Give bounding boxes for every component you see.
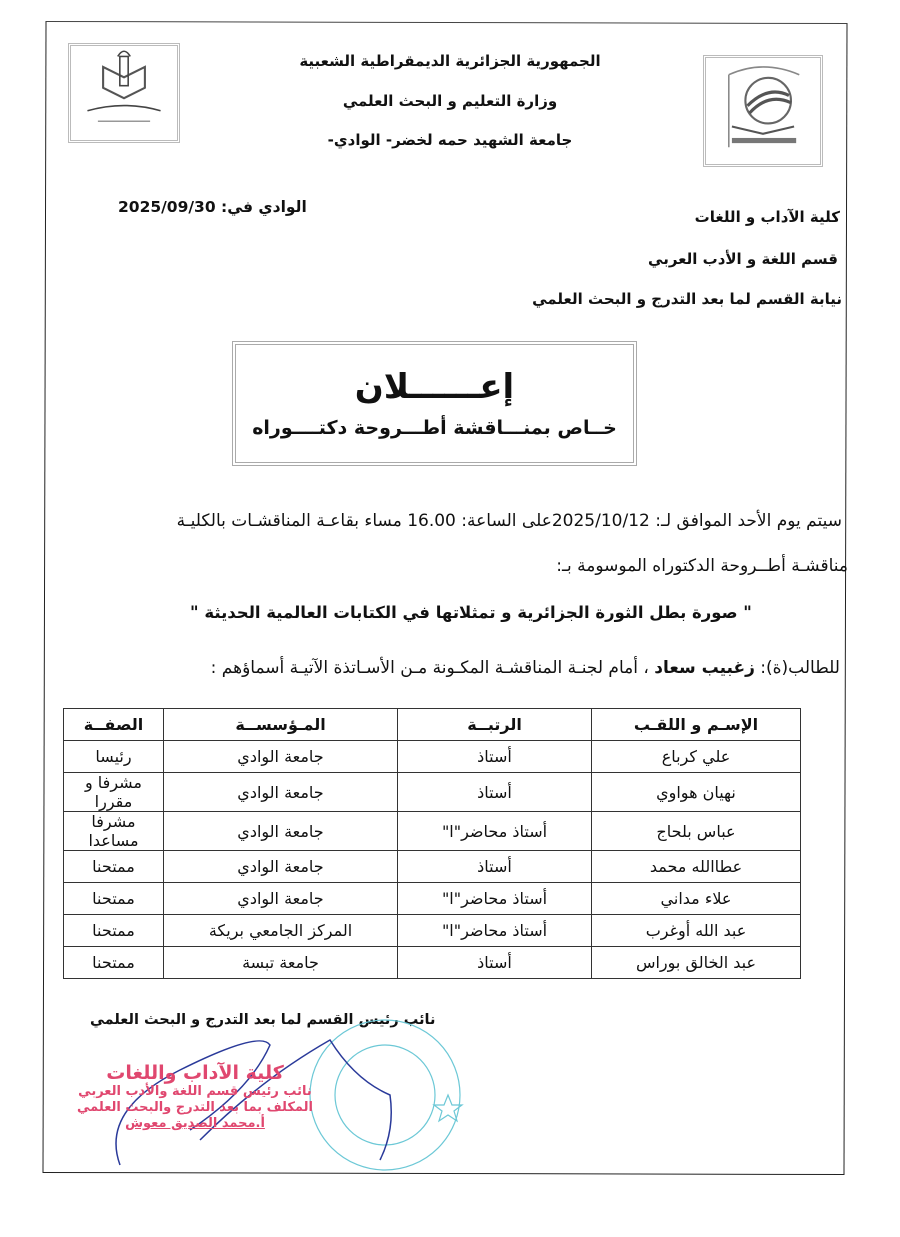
ministry-name: وزارة التعليم و البحث العلمي xyxy=(342,92,558,110)
table-row xyxy=(64,851,801,883)
stamp-charge: المكلف بما بعد التدرج والبحث العلمي xyxy=(77,1100,313,1115)
book-mosque-icon xyxy=(71,46,177,140)
header-name: الإسـم و اللقـب xyxy=(592,709,801,741)
cell-name: علاء مداني xyxy=(592,883,801,915)
announcement-box xyxy=(232,341,637,466)
announcement-subtitle: خــاص بمنـــاقشة أطـــروحة دكتــــوراه xyxy=(252,417,617,439)
office-name: نيابة القسم لما بعد التدرج و البحث العلمي xyxy=(532,290,842,308)
department-name: قسم اللغة و الأدب العربي xyxy=(648,250,838,268)
student-suffix: ، أمام لجنـة المناقشـة المكـونة مـن الأسـاتذة الآتيـة أسماؤهم : xyxy=(210,658,649,678)
cell-rank: أستاذ xyxy=(398,773,592,812)
table-row xyxy=(64,915,801,947)
cell-institution: جامعة تبسة xyxy=(164,947,398,979)
header-role: الصفــة xyxy=(64,709,164,741)
announcement-title: إعــــــلان xyxy=(354,367,515,407)
cell-name: نهيان هواوي xyxy=(592,773,801,812)
country-name: الجمهورية الجزائرية الديمقراطية الشعبية xyxy=(299,52,601,70)
table-row xyxy=(64,741,801,773)
cell-institution: جامعة الوادي xyxy=(164,851,398,883)
table-row xyxy=(64,883,801,915)
cell-role: مشرفا مساعدا xyxy=(64,812,164,851)
faculty-name: كلية الآداب و اللغات xyxy=(694,208,840,226)
cell-rank: أستاذ محاضر"ا" xyxy=(398,915,592,947)
cell-institution: جامعة الوادي xyxy=(164,741,398,773)
cell-rank: أستاذ xyxy=(398,741,592,773)
committee-table xyxy=(63,708,801,979)
cell-role: رئيسا xyxy=(64,741,164,773)
student-name: زغبيب سعاد xyxy=(654,658,755,678)
table-row xyxy=(64,947,801,979)
stamp-faculty: كلية الآداب واللغات xyxy=(106,1062,284,1084)
place-date: الوادي في: 2025/09/30 xyxy=(118,198,307,216)
cell-role: ممتحنا xyxy=(64,851,164,883)
cell-role: مشرفا و مقررا xyxy=(64,773,164,812)
table-row xyxy=(64,773,801,812)
student-line xyxy=(211,658,840,678)
cell-role: ممتحنا xyxy=(64,883,164,915)
cell-rank: أستاذ محاضر"ا" xyxy=(398,883,592,915)
cell-name: عبد الله أوغرب xyxy=(592,915,801,947)
globe-book-icon xyxy=(706,58,820,164)
student-prefix: للطالب(ة): xyxy=(760,658,840,678)
header-institution: المـؤسســة xyxy=(164,709,398,741)
cell-institution: جامعة الوادي xyxy=(164,812,398,851)
thesis-intro: مناقشـة أطــروحة الدكتوراه الموسومة بـ: xyxy=(556,556,848,576)
cell-institution: المركز الجامعي بريكة xyxy=(164,915,398,947)
signature-title: نائب رئيس القسم لما بعد التدرج و البحث العلمي xyxy=(90,1012,436,1028)
stamp-role: نائب رئيس قسم اللغة والأدب العربي xyxy=(78,1084,312,1099)
cell-institution: جامعة الوادي xyxy=(164,773,398,812)
table-row xyxy=(64,812,801,851)
cell-name: علي كرباع xyxy=(592,741,801,773)
cell-name: عبد الخالق بوراس xyxy=(592,947,801,979)
cell-rank: أستاذ xyxy=(398,851,592,883)
official-stamp xyxy=(75,1062,315,1132)
header-rank: الرتبــة xyxy=(398,709,592,741)
cell-rank: أستاذ محاضر"ا" xyxy=(398,812,592,851)
cell-role: ممتحنا xyxy=(64,947,164,979)
university-name: جامعة الشهيد حمه لخضر- الوادي- xyxy=(327,131,573,149)
cell-rank: أستاذ xyxy=(398,947,592,979)
thesis-title: " صورة بطل الثورة الجزائرية و تمثلاتها في الكتابات العالمية الحديثة " xyxy=(190,603,752,622)
stamp-signatory: أ.محمد الصديق معوش xyxy=(125,1116,265,1131)
cell-name: عباس بلحاج xyxy=(592,812,801,851)
cell-institution: جامعة الوادي xyxy=(164,883,398,915)
cell-role: ممتحنا xyxy=(64,915,164,947)
table-header-row xyxy=(64,709,801,741)
cell-name: عطاالله محمد xyxy=(592,851,801,883)
faculty-logo xyxy=(68,43,180,143)
defense-schedule: سيتم يوم الأحد الموافق لـ: 2025/10/12على الساعة: 16.00 مساء بقاعـة المناقشـات بالكليـة xyxy=(176,511,842,531)
document-border xyxy=(42,21,847,1175)
university-logo xyxy=(703,55,823,167)
